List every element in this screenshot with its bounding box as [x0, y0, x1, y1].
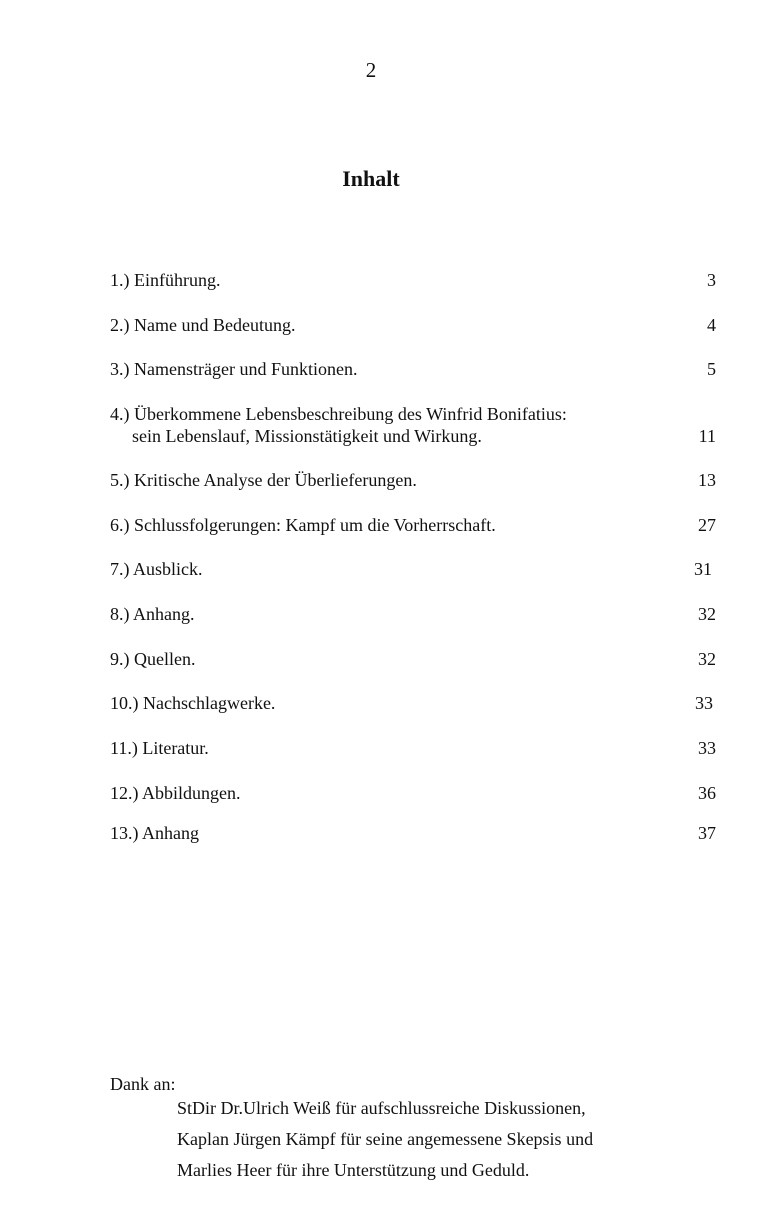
toc-entry: [110, 822, 716, 844]
toc-entry-page: 3: [707, 270, 716, 290]
toc-entry-page: 33: [698, 738, 716, 758]
toc-entry-label: 11.) Literatur.: [110, 738, 209, 758]
toc-entry-page: 11: [698, 426, 716, 446]
toc-entry-page: 4: [707, 315, 716, 335]
toc-entry-label: 5.) Kritische Analyse der Überlieferungen.: [110, 470, 417, 490]
acknowledgement-line: Marlies Heer für ihre Unterstützung und Geduld.: [177, 1160, 530, 1180]
toc-entry-label: 1.) Einführung.: [110, 270, 221, 290]
toc-entry: [110, 692, 716, 714]
toc-entry-page: 27: [698, 515, 716, 535]
toc-heading: Inhalt: [342, 166, 400, 191]
toc-entry: [110, 403, 716, 447]
toc-entry-label: 2.) Name und Bedeutung.: [110, 315, 296, 335]
toc-entry-label: 7.) Ausblick.: [110, 559, 203, 579]
toc-entry-label: 3.) Namensträger und Funktionen.: [110, 359, 358, 379]
page-number: 2: [365, 58, 377, 82]
toc-entry-page: 32: [698, 649, 716, 669]
acknowledgements-intro: Dank an:: [110, 1074, 176, 1094]
toc-entry-page: 32: [698, 604, 716, 624]
toc-entry-label-continued: sein Lebenslauf, Missionstätigkeit und Wirkung.: [132, 426, 482, 446]
toc-entry: [110, 782, 716, 804]
toc-entry-label: 8.) Anhang.: [110, 604, 195, 624]
toc-entry: [110, 558, 716, 580]
toc-entry-label: 10.) Nachschlagwerke.: [110, 693, 276, 713]
toc-entry-page: 36: [698, 783, 716, 803]
acknowledgement-line: StDir Dr.Ulrich Weiß für aufschlussreiche Diskussionen,: [177, 1098, 586, 1118]
toc-entry-page: 37: [698, 823, 716, 843]
toc-entry: [110, 603, 716, 625]
toc-entry-page: 33: [695, 693, 713, 713]
toc-entry: [110, 314, 716, 336]
acknowledgement-line: Kaplan Jürgen Kämpf für seine angemessene Skepsis und: [177, 1129, 594, 1149]
toc-entry-page: 13: [698, 470, 716, 490]
toc-entry: [110, 469, 716, 491]
toc-entry-label: 12.) Abbildungen.: [110, 783, 241, 803]
toc-entry: [110, 358, 716, 380]
toc-entry-label: 6.) Schlussfolgerungen: Kampf um die Vorherrschaft.: [110, 515, 496, 535]
toc-entry: [110, 269, 716, 291]
toc-entry-label: 13.) Anhang: [110, 823, 199, 843]
toc-entry-page: 31: [694, 559, 712, 579]
toc-entry: [110, 648, 716, 670]
toc-entry-page: 5: [707, 359, 716, 379]
toc-entry-label: 9.) Quellen.: [110, 649, 196, 669]
toc-entry-label: 4.) Überkommene Lebensbeschreibung des Winfrid Bonifatius:: [110, 404, 567, 424]
toc-entry: [110, 514, 716, 536]
toc-entry: [110, 737, 716, 759]
